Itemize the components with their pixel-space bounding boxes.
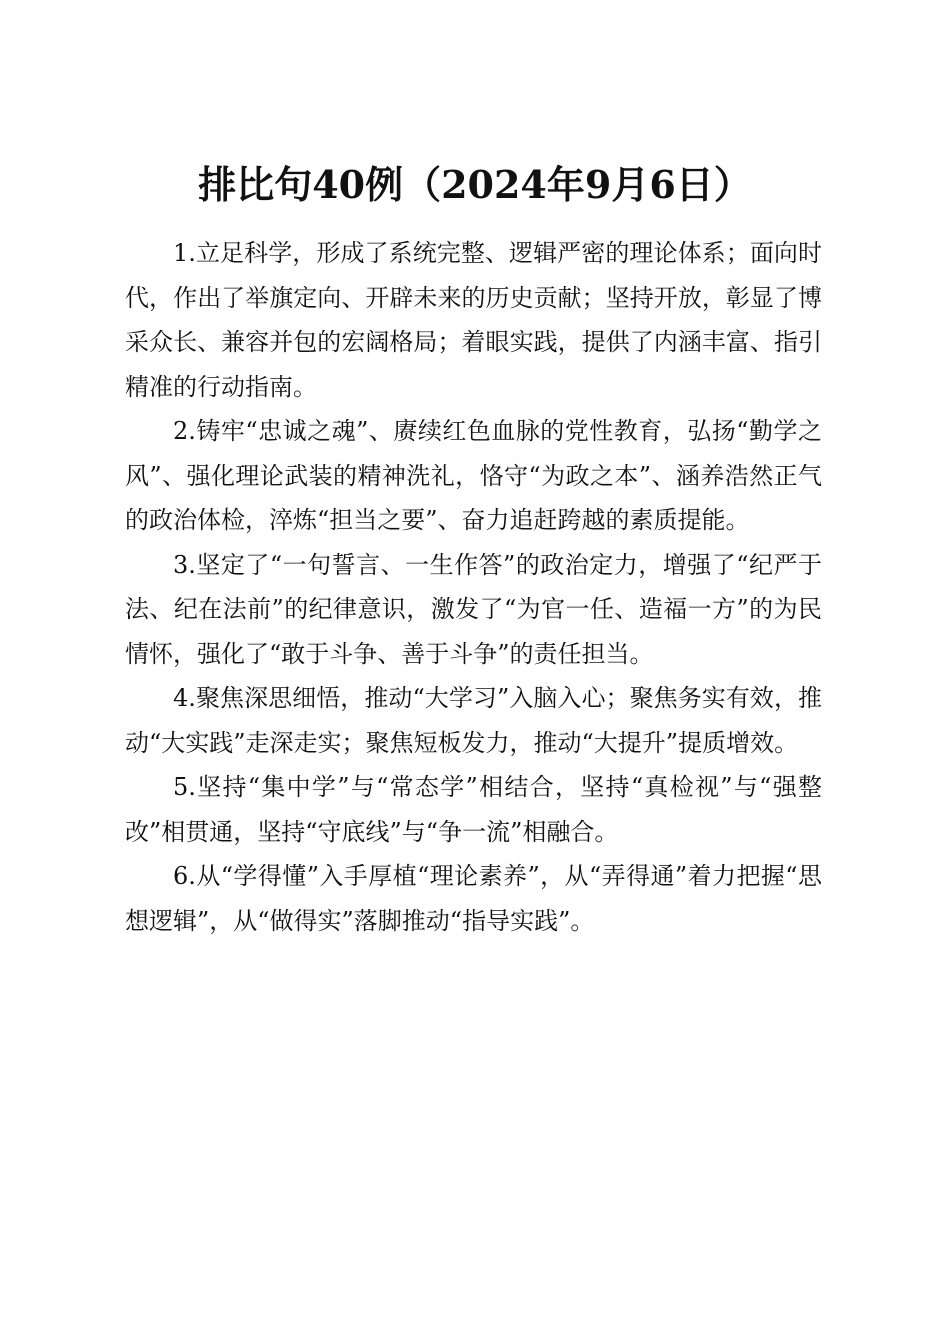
paragraph-4: 4.聚焦深思细悟，推动“大学习”入脑入心；聚焦务实有效，推动“大实践”走深走实；聚焦短板发力，推动“大提升”提质增效。 (125, 684, 822, 757)
document-body (125, 231, 822, 943)
paragraph-5: 5.坚持“集中学”与“常态学”相结合，坚持“真检视”与“强整改”相贯通，坚持“守底线”与“争一流”相融合。 (125, 773, 822, 846)
paragraph-2: 2.铸牢“忠诚之魂”、赓续红色血脉的党性教育，弘扬“勤学之风”、强化理论武装的精神洗礼，恪守“为政之本”、涵养浩然正气的政治体检，淬炼“担当之要”、奋力追赶跨越的素质提能。 (125, 417, 822, 534)
paragraph-1: 1.立足科学，形成了系统完整、逻辑严密的理论体系；面向时代，作出了举旗定向、开辟未来的历史贡献；坚持开放，彰显了博采众长、兼容并包的宏阔格局；着眼实践，提供了内涵丰富、指引精准的行动指南。 (125, 239, 822, 401)
paragraph-6: 6.从“学得懂”入手厚植“理论素养”，从“弄得通”着力把握“思想逻辑”，从“做得实”落脚推动“指导实践”。 (125, 862, 822, 935)
paragraph-3: 3.坚定了“一句誓言、一生作答”的政治定力，增强了“纪严于法、纪在法前”的纪律意识，激发了“为官一任、造福一方”的为民情怀，强化了“敢于斗争、善于斗争”的责任担当。 (125, 550, 822, 668)
page-title: 排比句40例（2024年9月6日） (198, 162, 752, 208)
